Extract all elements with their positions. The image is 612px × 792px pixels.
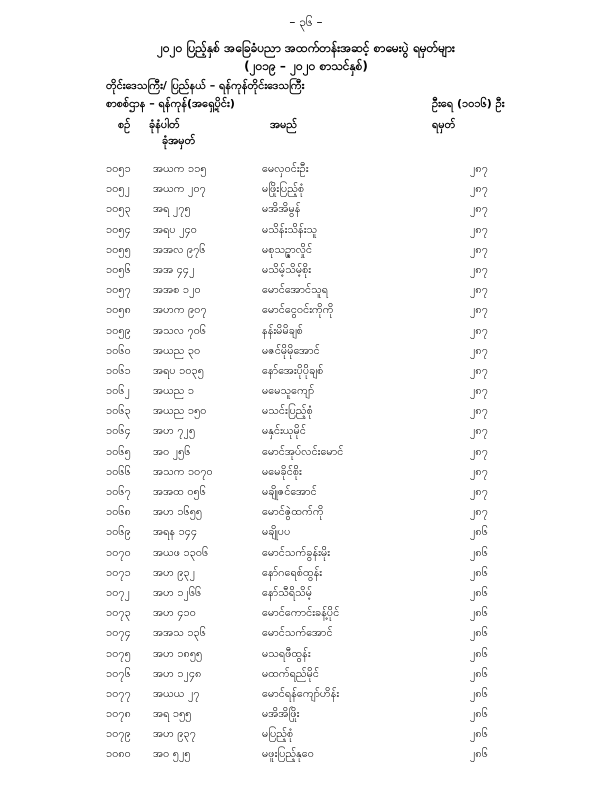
- table-row: [0, 747, 612, 767]
- row-number: ၁၀၅၂: [106, 182, 130, 196]
- student-name: မထက်ရည်မိုင်: [262, 666, 320, 680]
- table-row: [0, 283, 612, 303]
- score-value: ၂၈၆: [470, 585, 488, 599]
- score-value: ၂၈၆: [470, 666, 488, 680]
- score-value: ၂၈၇: [470, 485, 488, 498]
- score-value: ၂၈၆: [470, 646, 488, 660]
- table-row: [0, 505, 612, 525]
- student-name: မောင်အောင်သူရ: [262, 283, 329, 297]
- roll-number: အသက ၁၀၇၀: [153, 464, 213, 478]
- roll-number: အဟ ၁၈၅၅: [153, 646, 203, 660]
- table-row: [0, 546, 612, 566]
- row-number: ၁၀၇၆: [106, 666, 131, 680]
- student-name: မအိအိဖြိုး: [262, 707, 300, 721]
- roll-number: အအသ ၁၃၆: [153, 626, 206, 640]
- table-row: [0, 687, 612, 707]
- score-value: ၂၈၇: [470, 323, 488, 337]
- score-value: ၂၈၇: [470, 424, 488, 438]
- score-value: ၂၈၇: [470, 162, 488, 175]
- roll-number: အယည ၁၅၀: [153, 404, 207, 418]
- roll-number: အယည ၃၀: [153, 343, 201, 357]
- student-name: မချိုပပ: [262, 525, 291, 539]
- column-header-name: အမည်: [270, 118, 298, 131]
- student-name: မမေသူကျော်: [262, 384, 315, 398]
- score-value: ၂၈၇: [470, 283, 488, 297]
- student-name: မေလှဝင်းဦး: [262, 162, 309, 175]
- roll-number: အယက ၁၁၅: [153, 162, 207, 175]
- table-row: [0, 566, 612, 586]
- student-name: မောင်သက်ခွန်းမိုး: [262, 545, 331, 559]
- student-name: မဖူးပြည့်နုဝေ: [262, 747, 314, 761]
- exam-center-header: စာစစ်ဌာန – ရန်ကုန်(အရှေ့ပိုင်း): [106, 97, 235, 110]
- score-value: ၂၈၆: [470, 626, 488, 640]
- score-value: ၂၈၆: [470, 545, 488, 559]
- table-row: [0, 162, 612, 182]
- roll-number: အအထ ၀၅၆: [153, 485, 206, 498]
- student-name: မသိန်းသိန်းသူ: [262, 222, 318, 236]
- score-value: ၂၈၇: [470, 404, 488, 418]
- score-value: ၂၈၇: [470, 384, 488, 398]
- roll-number: အရပ ၁၀၃၅: [153, 363, 204, 377]
- score-value: ၂၈၇: [470, 262, 488, 276]
- row-number: ၁၀၆၅: [106, 444, 131, 458]
- roll-number: အအစ ၁၂၀: [153, 283, 201, 297]
- score-value: ၂၈၆: [470, 707, 488, 721]
- table-row: [0, 586, 612, 606]
- roll-number: အဟက ၉၀၇: [153, 303, 207, 317]
- row-number: ၁၀၆၇: [106, 485, 131, 498]
- score-value: ၂၈၆: [470, 747, 488, 761]
- roll-number: အယက ၂၀၇: [153, 182, 206, 196]
- table-row: [0, 424, 612, 444]
- row-number: ၁၀၆၆: [106, 464, 131, 478]
- column-header-score: ရမှတ်: [432, 118, 456, 131]
- student-name: မောင်ငွေဝင်းကိုကို: [262, 303, 334, 317]
- row-number: ၁၀၅၁: [106, 162, 131, 175]
- roll-number: အယည ၁: [153, 384, 195, 398]
- score-value: ၂၈၇: [470, 343, 488, 357]
- document-subtitle: (၂၀၁၉ – ၂၀၂၀ စာသင်နှစ်): [244, 59, 368, 73]
- table-row: [0, 727, 612, 747]
- row-number: ၁၀၇၁: [106, 565, 131, 579]
- row-number: ၁၀၇၉: [106, 727, 131, 741]
- row-number: ၁၀၇၃: [106, 606, 131, 620]
- row-number: ၁၀၇၇: [106, 686, 131, 700]
- row-number: ၁၀၆၄: [106, 424, 131, 438]
- row-number: ၁၀၆၁: [106, 363, 131, 377]
- score-value: ၂၈၇: [470, 182, 488, 196]
- table-row: [0, 223, 612, 243]
- roll-number: အရ ၂၇၅: [153, 202, 191, 216]
- count-header: ဦးရေ (၁၀၁၆) ဦး: [432, 97, 505, 110]
- score-value: ၂၈၆: [470, 606, 488, 620]
- student-name: နန်းမိမိချစ်: [262, 323, 303, 337]
- student-name: မဇင်မိုမိုအောင်: [262, 343, 320, 357]
- table-row: [0, 485, 612, 505]
- table-row: [0, 707, 612, 727]
- student-name: မဖြိုးပြည့်စုံ: [262, 182, 305, 196]
- table-row: [0, 606, 612, 626]
- student-name: မအိအိမွန်: [262, 202, 301, 216]
- table-row: [0, 243, 612, 263]
- roll-number: အဟ ၄၁၀: [153, 606, 196, 620]
- student-name: မသင်းပြည့်စုံ: [262, 404, 313, 418]
- roll-number: အဟ ၉၃၇: [153, 727, 196, 741]
- row-number: ၁၀၇၄: [106, 626, 131, 640]
- row-number: ၁၀၈၀: [106, 747, 131, 761]
- student-name: မချိုဇင်အောင်: [262, 485, 317, 498]
- page-number: – ၃၆ –: [289, 15, 323, 29]
- table-row: [0, 324, 612, 344]
- table-row: [0, 667, 612, 687]
- roll-number: အယယ ၂၇: [153, 686, 200, 700]
- roll-number: အဟ ၇၂၅: [153, 424, 196, 438]
- roll-number: အဟ ၁၂၄၈: [153, 666, 202, 680]
- row-number: ၁၀၇၈: [106, 707, 131, 721]
- table-row: [0, 445, 612, 465]
- table-row: [0, 404, 612, 424]
- row-number: ၁၀၆၃: [106, 404, 131, 418]
- roll-number: အဝ ၂၅၆: [153, 444, 191, 458]
- student-name: မသိမ့်သိမ့်စိုး: [262, 262, 312, 276]
- student-name: မောင်ဇွဲထက်ကို: [262, 505, 324, 519]
- row-number: ၁၀၅၃: [106, 202, 131, 216]
- document-title: ၂၀၂၀ ပြည့်နှစ် အခြေခံပညာ အထက်တန်းအဆင့် စာမေးပွဲ ရမှတ်များ: [157, 41, 455, 55]
- table-row: [0, 344, 612, 364]
- roll-number: အဟ ၉၃၂: [153, 565, 196, 579]
- student-name: နော်အေးပိုပိုချစ်: [262, 363, 324, 377]
- roll-number: အသလ ၇၀၆: [153, 323, 207, 337]
- student-name: မမေခိုင်စိုး: [262, 464, 302, 478]
- score-value: ၂၈၆: [470, 686, 488, 700]
- score-value: ၂၈၆: [470, 727, 488, 741]
- row-number: ၁၀၇၂: [106, 585, 130, 599]
- row-number: ၁၀၆၀: [106, 343, 131, 357]
- score-value: ၂၈၇: [470, 202, 488, 216]
- column-header-roll: ခုံနံပါတ်: [149, 118, 180, 131]
- table-row: [0, 384, 612, 404]
- roll-number: အအလ ၉၇၆: [153, 242, 206, 256]
- table-row: [0, 182, 612, 202]
- student-name: မောင်သက်အောင်: [262, 626, 333, 640]
- score-value: ၂၈၇: [470, 505, 488, 519]
- row-number: ၁၀၅၉: [106, 323, 131, 337]
- results-table: [0, 162, 612, 768]
- student-name: မနှင်းယုမိုင်: [262, 424, 306, 438]
- row-number: ၁၀၆၈: [106, 505, 131, 519]
- score-value: ၂၈၇: [470, 363, 488, 377]
- student-name: မောင်ကောင်းခန့်ပိုင်: [262, 606, 340, 620]
- score-value: ၂၈၇: [470, 222, 488, 236]
- roll-number: အဝ ၅၂၅: [153, 747, 191, 761]
- roll-number: အရ ၁၅၅: [153, 707, 192, 721]
- row-number: ၁၀၅၈: [106, 303, 131, 317]
- student-name: မောင်ရန်ကျော်ဟိန်း: [262, 686, 340, 700]
- score-value: ၂၈၆: [470, 525, 488, 539]
- row-number: ၁၀၅၄: [106, 222, 131, 236]
- table-row: [0, 263, 612, 283]
- roll-number: အရပ ၂၄၀: [153, 222, 197, 236]
- student-name: မသရဖီထွန်း: [262, 646, 311, 660]
- row-number: ၁၀၅၅: [106, 242, 131, 256]
- score-value: ၂၈၆: [470, 565, 488, 579]
- score-value: ၂၈၇: [470, 464, 488, 478]
- student-name: နော်ဂရေစ်ထွန်း: [262, 565, 323, 579]
- row-number: ၁၀၅၇: [106, 283, 131, 297]
- roll-number: အဟ ၁၆၅၅: [153, 505, 203, 519]
- student-name: မောင်အုပ်လင်းမောင်: [262, 444, 344, 458]
- score-value: ၂၈၇: [470, 444, 488, 458]
- column-header-roll-sub: ခုံအမှတ်: [162, 134, 196, 147]
- table-row: [0, 202, 612, 222]
- region-label: တိုင်းဒေသကြီး/ ပြည်နယ် – ရန်ကုန်တိုင်းဒေသကြီး: [106, 79, 305, 92]
- student-name: မပြည့်စုံ: [262, 727, 294, 741]
- row-number: ၁၀၆၉: [106, 525, 131, 539]
- student-name: မစုသဉ္ဇာလှိုင်: [262, 242, 313, 256]
- student-name: နော်သီရိသိမ့်: [262, 585, 313, 599]
- table-row: [0, 303, 612, 323]
- roll-number: အယဖ ၁၃၀၆: [153, 545, 209, 559]
- row-number: ၁၀၆၂: [106, 384, 130, 398]
- table-row: [0, 465, 612, 485]
- row-number: ၁၀၇၅: [106, 646, 131, 660]
- table-row: [0, 364, 612, 384]
- row-number: ၁၀၅၆: [106, 262, 131, 276]
- table-row: [0, 647, 612, 667]
- table-row: [0, 525, 612, 545]
- table-row: [0, 626, 612, 646]
- roll-number: အဟ ၁၂၆၆: [153, 585, 202, 599]
- row-number: ၁၀၇၀: [106, 545, 131, 559]
- score-value: ၂၈၇: [470, 303, 488, 317]
- roll-number: အရန ၁၄၄: [153, 525, 198, 539]
- column-header-no: စဉ်: [118, 118, 131, 131]
- score-value: ၂၈၇: [470, 242, 488, 256]
- roll-number: အအ ၄၄၂: [153, 262, 195, 276]
